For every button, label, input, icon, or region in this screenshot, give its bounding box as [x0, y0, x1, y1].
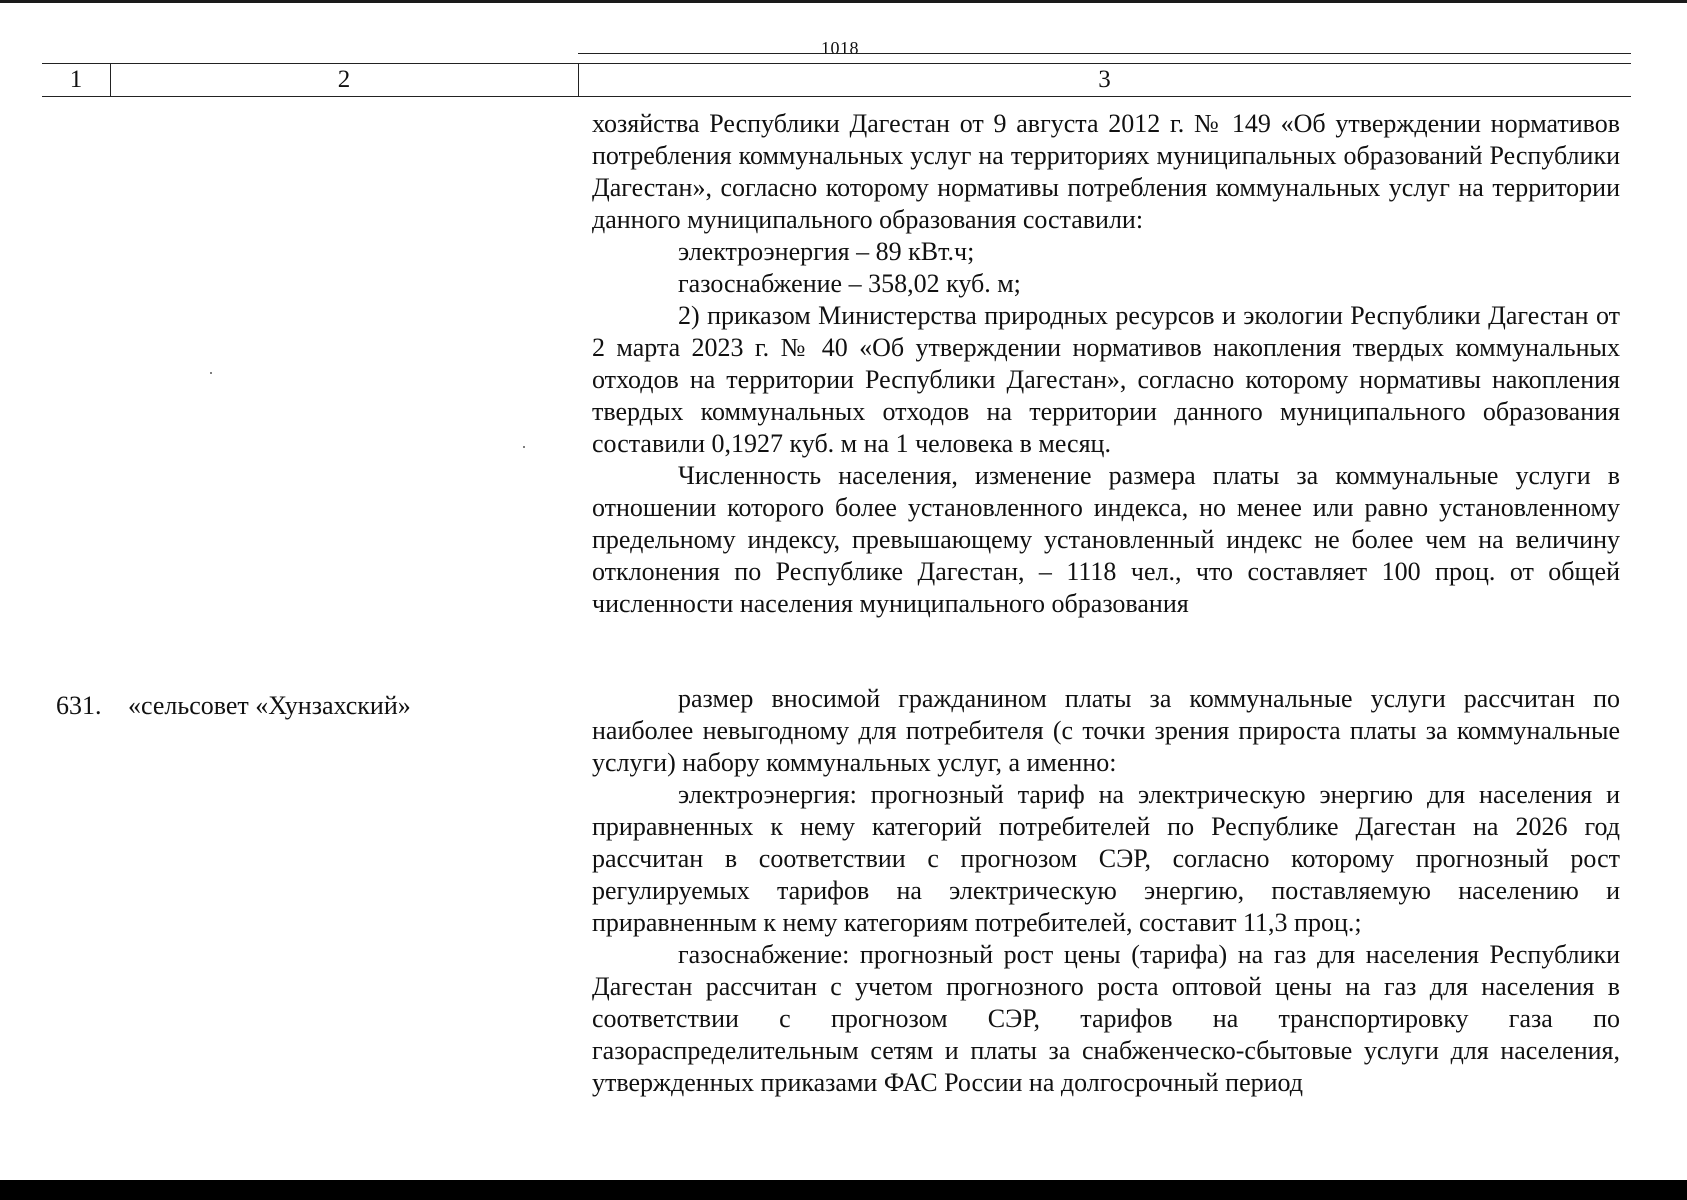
paragraph-gas-tariff: газоснабжение: прогнозный рост цены (тарифа) на газ для населения Республики Дагестан рассчитан с учетом прогнозного роста оптовой цены на газ для населения в соответствии с прогнозом СЭР, тарифов на транспортировку газа по газораспределительным сетям и платы за снабженческо-сбытовые услуги для населения, утвержденных приказами ФАС России на долгосрочный период [592, 940, 1620, 1097]
column-header-2: 2 [337, 66, 351, 93]
entry-municipality-name: «сельсовет «Хунзахский» [128, 691, 411, 720]
entry-number: 631. [56, 691, 102, 720]
scan-speck [523, 446, 525, 448]
page-number-rule [578, 53, 1631, 54]
paragraph-electricity-tariff: электроэнергия: прогнозный тариф на электрическую энергию для населения и приравненных к нему категорий потребителей по Республике Дагестан на 2026 год рассчитан в соответствии с прогнозом СЭР, согласно которому прогнозный рост регулируемых тарифов на электрическую энергию, поставляемую населению и приравненным к нему категориям потребителей, составит 11,3 проц.; [592, 780, 1620, 937]
column-header-1: 1 [69, 66, 83, 93]
continuation-text-block [592, 108, 1620, 620]
paragraph-gas-norm: газоснабжение – 358,02 куб. м; [678, 269, 1021, 298]
entry-text-block [592, 683, 1620, 1099]
scan-bottom-edge [0, 1180, 1687, 1200]
paragraph-electricity-norm: электроэнергия – 89 кВт.ч; [678, 237, 975, 266]
column-header-3: 3 [1098, 66, 1111, 93]
page-number: 1018 [821, 38, 859, 58]
paragraph-normatives-intro: хозяйства Республики Дагестан от 9 августа 2012 г. № 149 «Об утверждении нормативов потребления коммунальных услуг на территориях муниципальных образований Республики Дагестан», согласно которому нормативы потребления коммунальных услуг на территории данного муниципального образования составили: [592, 109, 1620, 234]
scan-top-edge [0, 0, 1687, 3]
scan-speck [210, 372, 212, 374]
paragraph-waste-order: 2) приказом Министерства природных ресурсов и экологии Республики Дагестан от 2 марта 2023 г. № 40 «Об утверждении нормативов накопления твердых коммунальных отходов на территории Республики Дагестан», согласно которому нормативы накопления твердых коммунальных отходов на территории данного муниципального образования составили 0,1927 куб. м на 1 человека в месяц. [592, 301, 1620, 458]
table-header-bottom-border [42, 96, 1631, 97]
paragraph-population: Численность населения, изменение размера платы за коммунальные услуги в отношении которого более установленного индекса, но менее или равно установленному предельному индексу, превышающему установленный индекс не более чем на величину отклонения по Республике Дагестан, – 1118 чел., что составляет 100 проц. от общей численности населения муниципального образования [592, 461, 1620, 618]
paragraph-payment-basis: размер вносимой гражданином платы за коммунальные услуги рассчитан по наиболее невыгодному для потребителя (с точки зрения прироста платы за коммунальные услуги) набору коммунальных услуг, а именно: [592, 684, 1620, 777]
